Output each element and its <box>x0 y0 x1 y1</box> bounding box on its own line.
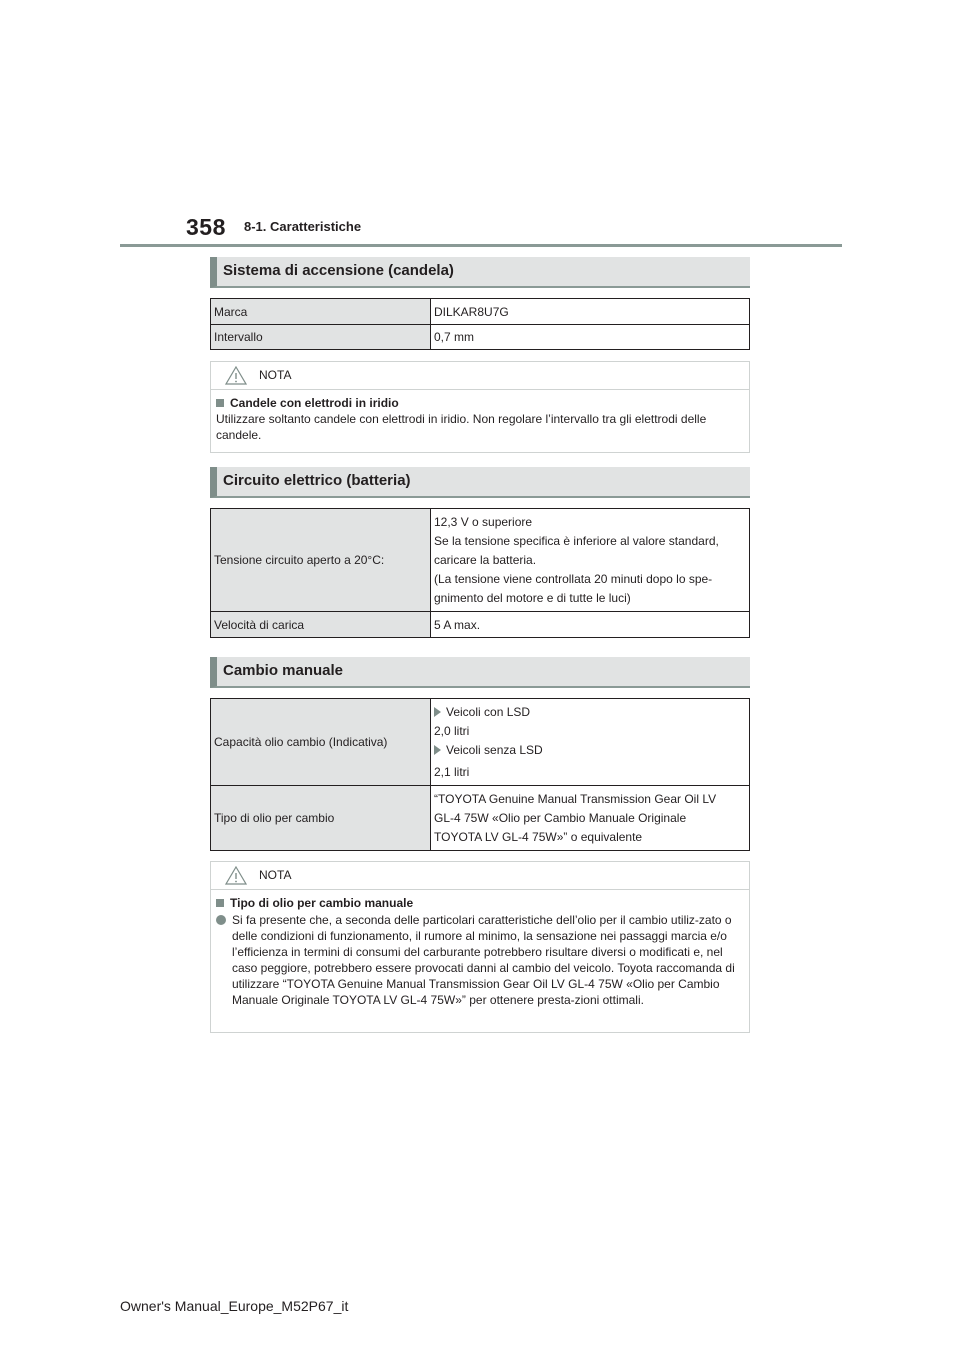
warning-icon <box>225 866 247 885</box>
table-value <box>431 699 750 786</box>
variant-label: Veicoli con LSD <box>446 704 531 719</box>
note-label: NOTA <box>259 868 292 882</box>
square-bullet-icon <box>216 399 224 407</box>
note-title: Candele con elettrodi in iridio <box>230 396 399 410</box>
warning-icon <box>225 366 247 385</box>
table-key: Marca <box>211 299 431 325</box>
note-text: Si fa presente che, a seconda delle particolari caratteristiche dell’olio per il cambio utiliz-zato o delle condizioni di funzionamento, il rumore al minimo, la sensazione nei passaggi marcia e/o l’efficienza in termini di consumi del carburante potrebbero risultare diversi o modificati e, nel caso peggiore, potrebbero essere provocati danni al cambio del veicolo. Toyota raccomanda di utilizzare “TOYOTA Genuine Manual Transmission Gear Oil LV GL-4 75W «Olio per Cambio Manuale Originale TOYOTA LV GL-4 75W»” per ottenere presta-zioni ottimali. <box>232 913 735 1007</box>
table-key: Intervallo <box>211 325 431 350</box>
triangle-bullet-icon <box>434 745 441 755</box>
square-bullet-icon <box>216 899 224 907</box>
table-key: Capacità olio cambio (Indicativa) <box>211 699 431 786</box>
battery-table <box>210 508 750 638</box>
note-header <box>211 362 749 390</box>
table-key: Tensione circuito aperto a 20°C: <box>211 509 431 612</box>
triangle-bullet-icon <box>434 707 441 717</box>
table-value: DILKAR8U7G <box>431 299 750 325</box>
value-line: “TOYOTA Genuine Manual Transmission Gear Oil LV <box>434 791 717 806</box>
table-row <box>211 325 750 350</box>
variant-label: Veicoli senza LSD <box>446 742 543 757</box>
table-row <box>211 299 750 325</box>
table-value <box>431 509 750 612</box>
note-title: Tipo di olio per cambio manuale <box>230 896 414 910</box>
value-line: (La tensione viene controllata 20 minuti dopo lo spe- <box>434 571 713 586</box>
value-line: GL-4 75W «Olio per Cambio Manuale Originale <box>434 810 687 825</box>
section-title: 8-1. Caratteristiche <box>244 219 362 234</box>
table-row <box>211 699 750 786</box>
value-line: 2,1 litri <box>434 764 470 779</box>
transmission-table <box>210 698 750 851</box>
value-line: gnimento del motore e di tutte le luci) <box>434 590 631 605</box>
value-line: TOYOTA LV GL-4 75W»” o equivalente <box>434 829 643 844</box>
value-line: Se la tensione specifica è inferiore al valore standard, <box>434 533 719 548</box>
ignition-heading-text: Sistema di accensione (candela) <box>223 262 454 279</box>
note-box <box>210 861 750 1033</box>
transmission-heading <box>210 657 750 688</box>
table-row <box>211 612 750 638</box>
table-value <box>431 786 750 851</box>
ignition-heading <box>210 257 750 288</box>
value-line: 2,0 litri <box>434 723 470 738</box>
transmission-heading-text: Cambio manuale <box>223 662 344 679</box>
table-key: Tipo di olio per cambio <box>211 786 431 851</box>
page-number: 358 <box>186 214 226 240</box>
circle-bullet-icon <box>216 915 226 925</box>
header-divider <box>120 244 842 247</box>
note-box <box>210 361 750 453</box>
footer-text: Owner's Manual_Europe_M52P67_it <box>120 1298 349 1314</box>
table-row <box>211 786 750 851</box>
value-line: 12,3 V o superiore <box>434 514 533 529</box>
battery-heading-text: Circuito elettrico (batteria) <box>223 472 411 489</box>
table-value: 0,7 mm <box>431 325 750 350</box>
note-label: NOTA <box>259 368 292 382</box>
ignition-table <box>210 298 750 350</box>
table-key: Velocità di carica <box>211 612 431 638</box>
note-header <box>211 862 749 890</box>
note-text: Utilizzare soltanto candele con elettrodi in iridio. Non regolare l’intervallo tra gli elettrodi delle candele. <box>216 412 707 442</box>
table-value: 5 A max. <box>431 612 750 638</box>
value-line: caricare la batteria. <box>434 552 537 567</box>
table-row <box>211 509 750 612</box>
battery-heading <box>210 467 750 498</box>
